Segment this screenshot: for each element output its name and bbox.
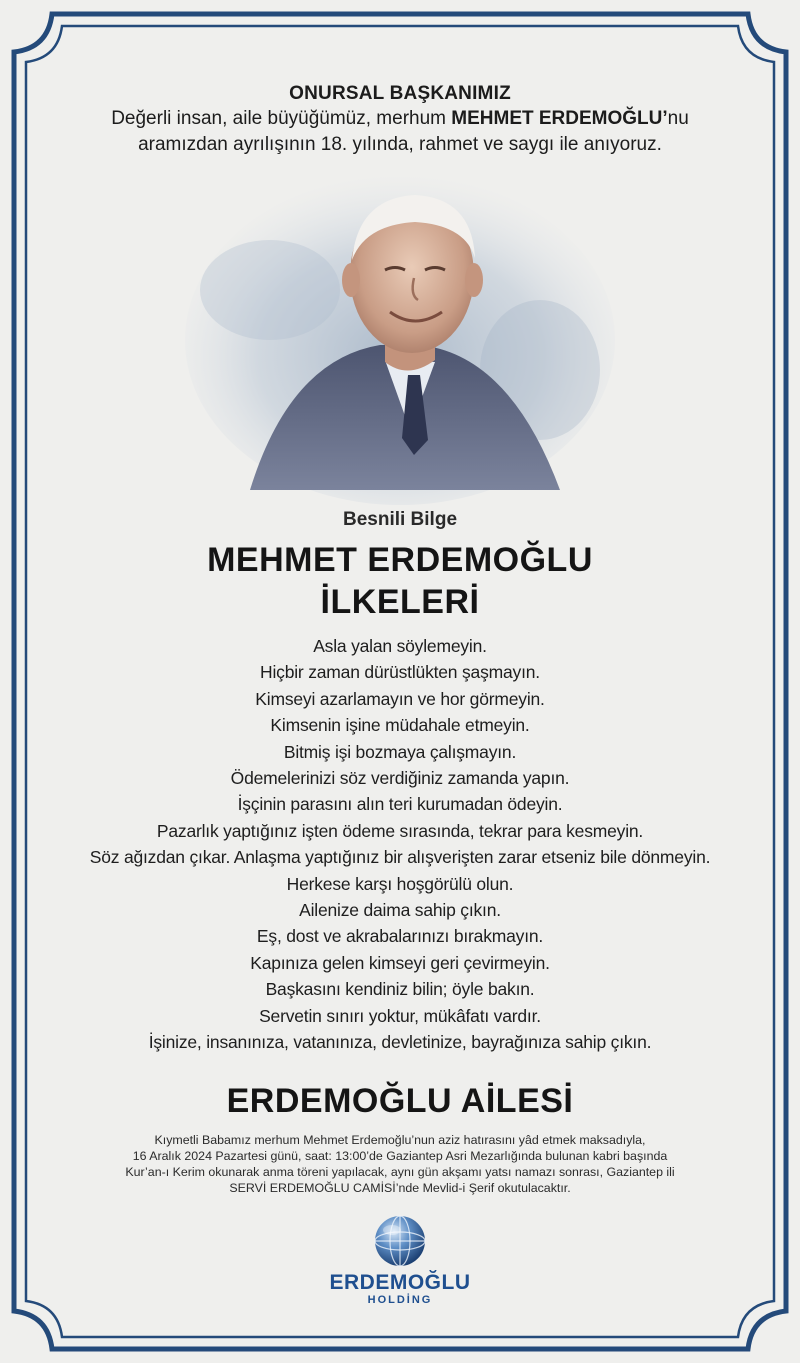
list-item: Ailenize daima sahip çıkın. (299, 900, 501, 921)
ceremony-notice (80, 1132, 720, 1196)
principles-heading: İLKELERİ (320, 583, 480, 621)
header-title: ONURSAL BAŞKANIMIZ (289, 83, 511, 104)
list-item: Pazarlık yaptığınız işten ödeme sırasında, tekrar para kesmeyin. (156, 820, 644, 841)
list-item: İşçinin parasını alın teri kurumadan ödeyin. (237, 794, 563, 815)
header-line-1-pre: Değerli insan, aile büyüğümüz, merhum (111, 108, 452, 129)
header-line-1 (40, 106, 760, 132)
list-item: Asla yalan söylemeyin. (313, 636, 487, 656)
list-item: Servetin sınırı yoktur, mükâfatı vardır. (259, 1005, 541, 1026)
company-logo (300, 1214, 500, 1314)
list-item: Başkasını kendiniz bilin; öyle bakın. (265, 979, 535, 1000)
header-name-bold: MEHMET ERDEMOĞLU’ (451, 108, 668, 129)
list-item: Kimseyi azarlamayın ve hor görmeyin. (255, 688, 545, 709)
list-item: Hiçbir zaman dürüstlükten şaşmayın. (260, 662, 540, 683)
list-item: Ödemelerinizi söz verdiğiniz zamanda yapın. (230, 768, 570, 789)
brand-subtitle: HOLDİNG (367, 1294, 433, 1306)
brand-name: ERDEMOĞLU (329, 1271, 471, 1294)
list-item: Bitmiş işi bozmaya çalışmayın. (283, 741, 517, 762)
header-line-1-post: nu (667, 108, 689, 129)
notice-line: 16 Aralık 2024 Pazartesi günü, saat: 13:00’de Gaziantep Asri Mezarlığında bulunan kabri başında (132, 1149, 668, 1163)
list-item: Eş, dost ve akrabalarınızı bırakmayın. (256, 926, 544, 947)
globe-icon (373, 1214, 427, 1268)
notice-line: Kur’an-ı Kerim okunarak anma töreni yapılacak, aynı gün akşamı yatsı namazı sonrası, Gaziantep ili (125, 1165, 675, 1179)
list-item: İşinize, insanınıza, vatanınıza, devletinize, bayrağınıza sahip çıkın. (148, 1032, 652, 1053)
list-item: Kimsenin işine müdahale etmeyin. (270, 715, 530, 736)
family-signature: ERDEMOĞLU AİLESİ (226, 1082, 574, 1120)
notice-line: SERVİ ERDEMOĞLU CAMİSİ’nde Mevlid-i Şerif okutulacaktır. (229, 1181, 571, 1195)
list-item: Herkese karşı hoşgörülü olun. (286, 873, 514, 894)
principles-list (30, 633, 770, 1056)
name-heading: MEHMET ERDEMOĞLU (207, 541, 593, 579)
announcement-header (40, 82, 760, 158)
header-line-2: aramızdan ayrılışının 18. yılında, rahmet ve saygı ile anıyoruz. (138, 134, 662, 155)
portrait-photo (180, 170, 620, 510)
list-item: Kapınıza gelen kimseyi geri çevirmeyin. (250, 952, 550, 973)
notice-line: Kıymetli Babamız merhum Mehmet Erdemoğlu’nun aziz hatırasını yâd etmek maksadıyla, (154, 1133, 646, 1147)
list-item: Söz ağızdan çıkar. Anlaşma yaptığınız bir alışverişten zarar etseniz bile dönmeyin. (89, 847, 711, 868)
subtitle: Besnili Bilge (342, 509, 458, 530)
